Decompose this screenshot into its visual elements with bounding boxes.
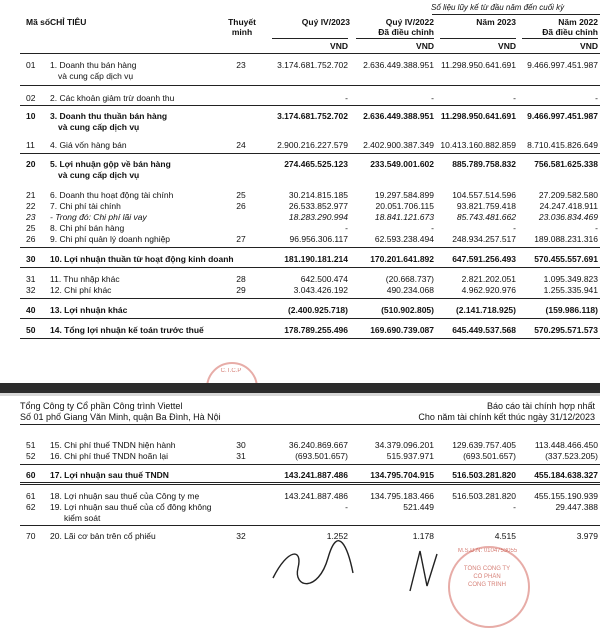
value-year-2022: 455.155.190.939 bbox=[534, 491, 598, 501]
row-label: 20. Lãi cơ bản trên cổ phiếu bbox=[50, 531, 156, 541]
value-year-2023: 129.639.757.405 bbox=[452, 440, 516, 450]
header-q4-2023: Quý IV/2023 bbox=[301, 17, 350, 27]
value-q4-2023: - bbox=[345, 502, 348, 512]
value-year-2022: (337.523.205) bbox=[545, 451, 598, 461]
value-q4-2023: 1.252 bbox=[326, 531, 348, 541]
value-year-2022: 189.088.231.316 bbox=[534, 234, 598, 244]
row-code: 26 bbox=[26, 234, 36, 244]
value-q4-2022: 169.690.739.087 bbox=[370, 325, 434, 335]
row-rule bbox=[20, 153, 600, 154]
value-year-2023: 645.449.537.568 bbox=[452, 325, 516, 335]
value-year-2022: 1.255.335.941 bbox=[543, 285, 598, 295]
table-row bbox=[0, 470, 600, 481]
row-rule bbox=[20, 298, 600, 299]
value-year-2023: 93.821.759.418 bbox=[456, 201, 516, 211]
seal-name-line2: CỔ PHẦN bbox=[473, 574, 501, 580]
row-note: 27 bbox=[236, 234, 246, 244]
row-code: 25 bbox=[26, 223, 36, 233]
row-note: 28 bbox=[236, 274, 246, 284]
header-bottom-rule bbox=[20, 53, 600, 54]
row-rule bbox=[20, 247, 600, 248]
seal-text: C.T.C.P bbox=[220, 368, 242, 374]
row-label: 14. Tổng lợi nhuận kế toán trước thuế bbox=[50, 325, 204, 335]
header-q4-2022: Quý IV/2022 bbox=[385, 17, 434, 27]
row-code: 40 bbox=[26, 305, 36, 315]
value-q4-2022: 2.402.900.387.349 bbox=[363, 140, 434, 150]
value-q4-2023: 3.043.426.192 bbox=[293, 285, 348, 295]
header-year-2023: Năm 2023 bbox=[476, 17, 516, 27]
table-row bbox=[0, 159, 600, 170]
value-year-2023: 4.962.920.976 bbox=[461, 285, 516, 295]
row-label: - Trong đó: Chi phí lãi vay bbox=[50, 212, 147, 222]
row-rule bbox=[20, 105, 600, 106]
value-year-2023: - bbox=[513, 223, 516, 233]
value-year-2023: 647.591.256.493 bbox=[452, 254, 516, 264]
row-rule bbox=[20, 267, 600, 268]
value-q4-2023: 3.174.681.752.702 bbox=[277, 111, 348, 121]
row-code: 52 bbox=[26, 451, 36, 461]
value-year-2023: 4.515 bbox=[494, 531, 516, 541]
value-year-2023: 10.413.160.882.859 bbox=[440, 140, 516, 150]
value-q4-2022: - bbox=[431, 223, 434, 233]
row-note: 24 bbox=[236, 140, 246, 150]
value-year-2022: 27.209.582.580 bbox=[538, 190, 598, 200]
value-q4-2023: - bbox=[345, 93, 348, 103]
value-q4-2023: 30.214.815.185 bbox=[288, 190, 348, 200]
value-year-2023: (693.501.657) bbox=[463, 451, 516, 461]
value-q4-2023: 3.174.681.752.702 bbox=[277, 60, 348, 70]
value-q4-2022: 134.795.183.466 bbox=[370, 491, 434, 501]
table-row-continued bbox=[0, 71, 600, 82]
table-row bbox=[0, 305, 600, 316]
value-year-2022: - bbox=[595, 223, 598, 233]
table-row bbox=[0, 491, 600, 502]
value-q4-2022: 2.636.449.388.951 bbox=[363, 111, 434, 121]
value-q4-2022: 62.593.238.494 bbox=[374, 234, 434, 244]
row-rule bbox=[20, 525, 600, 526]
company-address: Số 01 phố Giang Văn Minh, quận Ba Đình, Hà Nội bbox=[20, 412, 221, 422]
value-q4-2023: (2.400.925.718) bbox=[287, 305, 348, 315]
currency-label: VND bbox=[330, 41, 348, 51]
col-rule bbox=[272, 38, 348, 39]
row-rule bbox=[20, 338, 600, 339]
row-rule bbox=[20, 464, 600, 465]
table-row-continued bbox=[0, 513, 600, 524]
value-year-2022: 29.447.388 bbox=[555, 502, 598, 512]
value-q4-2022: 521.449 bbox=[403, 502, 434, 512]
value-year-2022: 8.710.415.826.649 bbox=[527, 140, 598, 150]
value-year-2022: 1.095.349.823 bbox=[543, 274, 598, 284]
value-year-2023: 85.743.481.662 bbox=[456, 212, 516, 222]
row-code: 61 bbox=[26, 491, 36, 501]
row-code: 31 bbox=[26, 274, 36, 284]
value-year-2022: 3.979 bbox=[576, 531, 598, 541]
row-label-line2: và cung cấp dịch vụ bbox=[58, 122, 140, 132]
value-q4-2022: 34.379.096.201 bbox=[374, 440, 434, 450]
value-year-2022: 9.466.997.451.987 bbox=[527, 111, 598, 121]
row-note: 29 bbox=[236, 285, 246, 295]
row-note: 32 bbox=[236, 531, 246, 541]
row-code: 70 bbox=[26, 531, 36, 541]
value-q4-2022: 134.795.704.915 bbox=[370, 470, 434, 480]
value-year-2023: - bbox=[513, 93, 516, 103]
value-year-2022: 455.184.638.327 bbox=[534, 470, 598, 480]
signature-mark bbox=[405, 546, 445, 596]
value-year-2022: (159.986.118) bbox=[545, 305, 598, 315]
table-row bbox=[0, 111, 600, 122]
report-title: Báo cáo tài chính hợp nhất bbox=[487, 401, 595, 411]
table-row bbox=[0, 190, 600, 201]
value-q4-2023: 96.956.306.117 bbox=[289, 234, 348, 244]
value-q4-2022: 170.201.641.892 bbox=[370, 254, 434, 264]
value-q4-2023: 642.500.474 bbox=[300, 274, 348, 284]
row-label: 15. Chi phí thuế TNDN hiện hành bbox=[50, 440, 176, 450]
company-name: Tổng Công ty Cổ phần Công trình Viettel bbox=[20, 401, 183, 411]
value-q4-2022: 490.234.068 bbox=[386, 285, 434, 295]
row-label: 19. Lợi nhuận sau thuế của cổ đông không bbox=[50, 502, 212, 512]
row-label: 5. Lợi nhuận gộp về bán hàng bbox=[50, 159, 171, 169]
row-note: 30 bbox=[236, 440, 246, 450]
value-year-2023: - bbox=[513, 502, 516, 512]
value-q4-2022: (510.902.805) bbox=[381, 305, 434, 315]
value-q4-2022: (20.668.737) bbox=[385, 274, 434, 284]
table-row bbox=[0, 223, 600, 234]
row-code: 50 bbox=[26, 325, 36, 335]
row-code: 51 bbox=[26, 440, 36, 450]
statement-page-2 bbox=[0, 396, 600, 600]
value-q4-2022: 20.051.706.115 bbox=[375, 201, 434, 211]
value-year-2022: 113.448.466.450 bbox=[534, 440, 598, 450]
row-code: 30 bbox=[26, 254, 36, 264]
value-year-2023: 885.789.758.832 bbox=[452, 159, 516, 169]
row-note: 25 bbox=[236, 190, 246, 200]
table-row bbox=[0, 325, 600, 336]
currency-label: VND bbox=[416, 41, 434, 51]
row-rule-double bbox=[20, 484, 600, 485]
row-note: 23 bbox=[236, 60, 246, 70]
row-label: 17. Lợi nhuận sau thuế TNDN bbox=[50, 470, 169, 480]
row-code: 11 bbox=[26, 140, 35, 150]
value-year-2022: - bbox=[595, 93, 598, 103]
value-q4-2023: - bbox=[345, 223, 348, 233]
table-row bbox=[0, 201, 600, 212]
value-q4-2023: 36.240.869.667 bbox=[288, 440, 348, 450]
header-rule bbox=[20, 424, 600, 425]
row-label: 18. Lợi nhuận sau thuế của Công ty mẹ bbox=[50, 491, 200, 501]
row-rule bbox=[20, 318, 600, 319]
row-code: 23 bbox=[26, 212, 36, 222]
row-code: 20 bbox=[26, 159, 36, 169]
header-rule bbox=[432, 14, 600, 15]
header-q4-2022-adjusted: Đã điều chỉnh bbox=[378, 27, 434, 37]
col-rule bbox=[356, 38, 434, 39]
value-q4-2023: 181.190.181.214 bbox=[284, 254, 348, 264]
value-year-2023: 516.503.281.820 bbox=[452, 491, 516, 501]
value-year-2022: 756.581.625.338 bbox=[534, 159, 598, 169]
col-rule bbox=[522, 38, 598, 39]
currency-label: VND bbox=[580, 41, 598, 51]
row-code: 21 bbox=[26, 190, 36, 200]
row-label: 2. Các khoản giảm trừ doanh thu bbox=[50, 93, 175, 103]
seal-name-line3: CÔNG TRÌNH bbox=[468, 582, 506, 588]
header-thuyet-minh: Thuyết minh bbox=[228, 17, 256, 37]
row-label: 10. Lợi nhuận thuần từ hoạt động kinh doanh bbox=[50, 254, 234, 264]
row-code: 02 bbox=[26, 93, 36, 103]
row-code: 60 bbox=[26, 470, 36, 480]
header-year-2022: Năm 2022 bbox=[558, 17, 598, 27]
header-ma-so: Mã số bbox=[26, 17, 51, 27]
table-row bbox=[0, 234, 600, 245]
value-year-2022: 9.466.997.451.987 bbox=[527, 60, 598, 70]
header-chi-tieu: CHỈ TIÊU bbox=[50, 17, 87, 27]
value-year-2023: (2.141.718.925) bbox=[455, 305, 516, 315]
value-q4-2022: 515.937.971 bbox=[386, 451, 434, 461]
value-q4-2022: 2.636.449.388.951 bbox=[363, 60, 434, 70]
row-code: 32 bbox=[26, 285, 36, 295]
row-code: 10 bbox=[26, 111, 36, 121]
value-year-2023: 11.298.950.641.691 bbox=[441, 60, 516, 70]
row-note: 26 bbox=[236, 201, 246, 211]
value-q4-2023: 26.533.852.977 bbox=[288, 201, 348, 211]
table-row bbox=[0, 254, 600, 265]
value-year-2022: 24.247.418.911 bbox=[539, 201, 598, 211]
row-label: 1. Doanh thu bán hàng bbox=[50, 60, 137, 70]
value-year-2023: 11.298.950.641.691 bbox=[440, 111, 516, 121]
value-q4-2023: 143.241.887.486 bbox=[284, 470, 348, 480]
table-row bbox=[0, 93, 600, 104]
row-code: 22 bbox=[26, 201, 36, 211]
row-note: 31 bbox=[236, 451, 246, 461]
row-label: 13. Lợi nhuận khác bbox=[50, 305, 128, 315]
row-rule bbox=[20, 482, 600, 483]
table-row bbox=[0, 502, 600, 513]
row-label-line2: và cung cấp dịch vụ bbox=[58, 170, 140, 180]
value-year-2023: 516.503.281.820 bbox=[452, 470, 516, 480]
row-label-line2: và cung cấp dịch vụ bbox=[58, 71, 134, 81]
currency-label: VND bbox=[498, 41, 516, 51]
row-label: 16. Chi phí thuế TNDN hoãn lại bbox=[50, 451, 168, 461]
value-q4-2023: 2.900.216.227.579 bbox=[277, 140, 348, 150]
value-q4-2023: 274.465.525.123 bbox=[284, 159, 348, 169]
value-q4-2023: 178.789.255.496 bbox=[284, 325, 348, 335]
value-year-2022: 23.036.834.469 bbox=[538, 212, 598, 222]
row-label: 6. Doanh thu hoạt động tài chính bbox=[50, 190, 174, 200]
value-q4-2022: - bbox=[431, 93, 434, 103]
value-q4-2022: 19.297.584.899 bbox=[374, 190, 434, 200]
row-label-line2: kiểm soát bbox=[64, 513, 101, 523]
report-period: Cho năm tài chính kết thúc ngày 31/12/2023 bbox=[418, 412, 595, 422]
seal-id: M.S.D.N: 0104753055 bbox=[457, 548, 518, 554]
cumulative-note: Số liệu lũy kế từ đầu năm đến cuối kỳ bbox=[431, 3, 565, 12]
header-year-2022-adjusted: Đã điều chỉnh bbox=[542, 27, 598, 37]
row-label: 12. Chi phí khác bbox=[50, 285, 112, 295]
table-row bbox=[0, 451, 600, 462]
row-label: 3. Doanh thu thuần bán hàng bbox=[50, 111, 168, 121]
value-year-2022: 570.295.571.573 bbox=[534, 325, 598, 335]
value-year-2023: 248.934.257.517 bbox=[452, 234, 516, 244]
value-q4-2022: 18.841.121.673 bbox=[374, 212, 434, 222]
table-row bbox=[0, 274, 600, 285]
col-rule bbox=[440, 38, 516, 39]
value-q4-2022: 233.549.001.602 bbox=[370, 159, 434, 169]
row-label: 11. Thu nhập khác bbox=[50, 274, 120, 284]
table-row-continued bbox=[0, 122, 600, 133]
row-label: 4. Giá vốn hàng bán bbox=[50, 140, 127, 150]
row-label: 9. Chi phí quản lý doanh nghiệp bbox=[50, 234, 171, 244]
row-label: 8. Chi phí bán hàng bbox=[50, 223, 125, 233]
row-code: 01 bbox=[26, 60, 36, 70]
seal-name-line1: TỔNG CÔNG TY bbox=[463, 566, 511, 572]
table-row-continued bbox=[0, 170, 600, 181]
page-separator bbox=[0, 383, 600, 396]
table-row bbox=[0, 285, 600, 296]
table-row bbox=[0, 212, 600, 223]
value-year-2022: 570.455.557.691 bbox=[534, 254, 598, 264]
value-q4-2022: 1.178 bbox=[412, 531, 434, 541]
value-year-2023: 104.557.514.596 bbox=[452, 190, 516, 200]
signature-mark bbox=[268, 538, 358, 598]
value-q4-2023: 18.283.290.994 bbox=[288, 212, 348, 222]
value-q4-2023: 143.241.887.486 bbox=[284, 491, 348, 501]
table-row bbox=[0, 60, 600, 71]
table-row bbox=[0, 440, 600, 451]
table-row bbox=[0, 140, 600, 151]
row-code: 62 bbox=[26, 502, 36, 512]
value-year-2023: 2.821.202.051 bbox=[461, 274, 516, 284]
row-label: 7. Chi phí tài chính bbox=[50, 201, 121, 211]
value-q4-2023: (693.501.657) bbox=[295, 451, 348, 461]
row-rule bbox=[20, 85, 600, 86]
